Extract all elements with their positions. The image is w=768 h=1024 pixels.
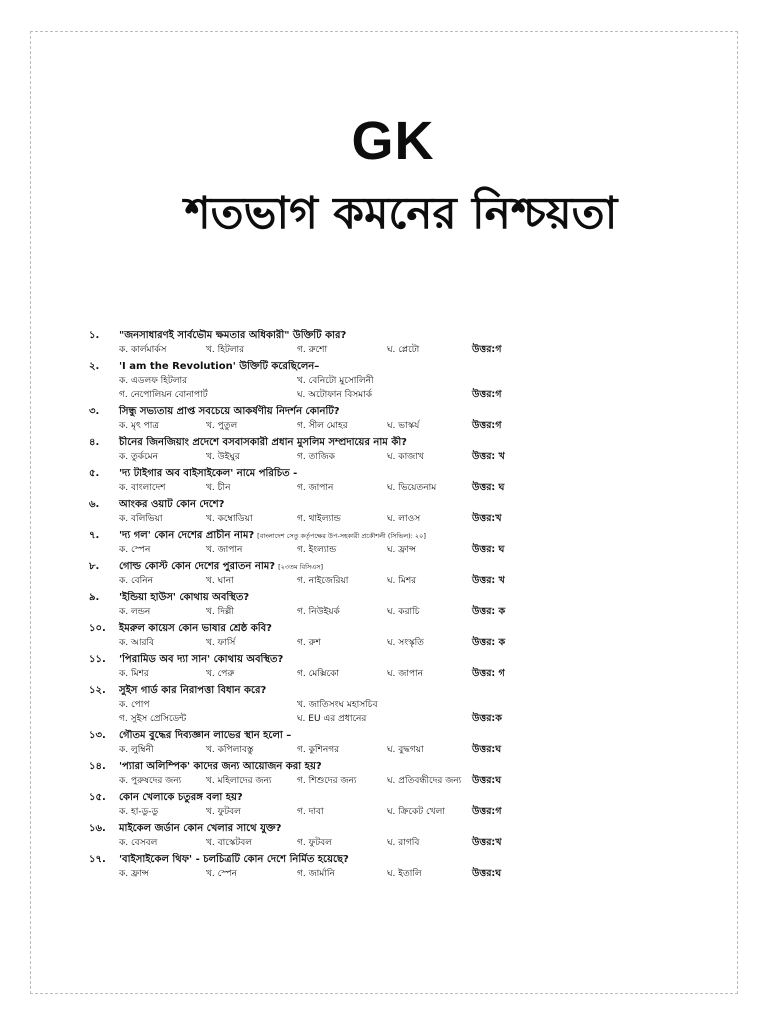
options-row — [89, 774, 689, 788]
question — [89, 436, 689, 450]
option: খ. ঘানা — [206, 576, 234, 586]
option: খ. চীন — [206, 483, 231, 493]
option: খ. ফার্সি — [206, 638, 236, 648]
question-number: ৯. — [89, 592, 100, 603]
question-text-body: ইমরুল কায়েস কোন ভাষার শ্রেষ্ঠ কবি? — [119, 623, 272, 634]
question-text-body: কোন খেলাকে চতুরঙ্গ বলা হয়? — [119, 792, 243, 803]
options-row — [89, 374, 689, 388]
question — [89, 405, 689, 419]
option: গ. মেক্সিকো — [297, 669, 339, 679]
option: ঘ. লাওস — [387, 514, 421, 524]
answer-label: উত্তর: ক — [472, 606, 506, 617]
answer-label: উত্তর:ঘ — [472, 868, 502, 879]
question-text — [119, 329, 346, 343]
options-row — [89, 867, 689, 881]
answer-label: উত্তর: ঘ — [472, 482, 505, 493]
question — [89, 591, 689, 605]
question-number: ১৭. — [89, 854, 106, 865]
question-text — [119, 467, 297, 481]
options-row — [89, 574, 689, 588]
question-text — [119, 405, 340, 419]
option: ক. কার্লমার্কস — [119, 345, 167, 355]
option: ক. বলিভিয়া — [119, 514, 163, 524]
option: গ. তাজিক — [297, 452, 335, 462]
question-text-body: 'I am the Revolution' উক্তিটি করেছিলেন– — [119, 361, 320, 372]
option: ক. স্পেন — [119, 545, 151, 555]
option: গ. শিশুদের জন্য — [297, 776, 357, 786]
question-text — [119, 498, 224, 512]
option: গ. দাবা — [297, 807, 324, 817]
option: ঘ. প্রতিবন্ধীদের জন্য — [387, 776, 462, 786]
question-number: ২. — [89, 361, 100, 372]
answer-label: উত্তর:খ — [472, 513, 502, 524]
question-number: ১২. — [89, 685, 106, 696]
options-row — [89, 605, 689, 619]
option: গ. জাপান — [297, 483, 334, 493]
question-text — [119, 760, 322, 774]
question-text-body: গোল্ড কোস্ট কোন দেশের পুরাতন নাম? — [119, 561, 276, 572]
answer-label: উত্তর: খ — [472, 451, 505, 462]
answer-label: উত্তর:গ — [472, 420, 502, 431]
question-source-note: [২৩তম বিসিএস] — [278, 563, 324, 571]
question — [89, 853, 689, 867]
question — [89, 822, 689, 836]
question — [89, 560, 689, 574]
question-text — [119, 822, 281, 836]
question — [89, 498, 689, 512]
option: ক. লন্ডন — [119, 607, 151, 617]
options-row — [89, 512, 689, 526]
question — [89, 760, 689, 774]
question-text — [119, 591, 249, 605]
option: খ. পেরু — [206, 669, 235, 679]
answer-label: উত্তর:খ — [472, 837, 502, 848]
question-text-body: সিন্ধু সভ্যতায় প্রাপ্ত সবচেয়ে আকর্ষণীয় নিদর্শন কোনটি? — [119, 406, 340, 417]
option: খ. উইঘুর — [206, 452, 240, 462]
option: গ. রুশ — [297, 638, 321, 648]
question-text — [119, 791, 243, 805]
option: গ. থাইল্যান্ড — [297, 514, 341, 524]
question-text — [119, 653, 283, 667]
question — [89, 529, 689, 543]
option: ঘ. ভাস্কর্য — [387, 421, 420, 431]
option: খ. স্পেন — [206, 869, 237, 879]
options-row — [89, 543, 689, 557]
answer-label: উত্তর: ঘ — [472, 544, 505, 555]
option: খ. দিল্লী — [206, 607, 234, 617]
question-number: ৭. — [89, 530, 100, 541]
question-text-body: 'প্যারা অলিম্পিক' কাদের জন্য আয়োজন করা হয়? — [119, 761, 322, 772]
options-row — [89, 805, 689, 819]
question — [89, 622, 689, 636]
answer-label: উত্তর:গ — [472, 806, 502, 817]
option: গ. রুশো — [297, 345, 328, 355]
answer-label: উত্তর:ঘ — [472, 744, 502, 755]
question-text — [119, 560, 323, 574]
page-subtitle: শতভাগ কমনের নিশ্চয়তা — [184, 188, 618, 239]
options-row — [89, 343, 689, 357]
answer-label: উত্তর:ক — [472, 713, 502, 724]
option: খ. জাপান — [206, 545, 243, 555]
options-row — [89, 636, 689, 650]
answer-label: উত্তর: গ — [472, 668, 505, 679]
option: ক. বেনিন — [119, 576, 153, 586]
options-row — [89, 450, 689, 464]
options-row — [89, 712, 689, 726]
question — [89, 467, 689, 481]
question-text-body: মাইকেল জর্ডান কোন খেলার সাথে যুক্ত? — [119, 823, 282, 834]
options-row — [89, 667, 689, 681]
option: ঘ. ক্রিকেট খেলা — [387, 807, 445, 817]
question-text — [119, 622, 272, 636]
question-text — [119, 684, 266, 698]
document-page — [30, 31, 738, 994]
option: ঘ. সংস্কৃতি — [387, 638, 424, 648]
option: গ. ফুটবল — [297, 838, 332, 848]
question — [89, 791, 689, 805]
question-text — [119, 853, 349, 867]
question-number: ১৪. — [89, 761, 106, 772]
question-number: ১১. — [89, 654, 106, 665]
option: খ. পুতুল — [206, 421, 238, 431]
question-number: ১. — [89, 330, 100, 341]
question-text — [119, 529, 426, 543]
question-text — [119, 360, 319, 374]
option: ঘ. ফ্রান্স — [387, 545, 417, 555]
option: ক. তুর্কমেন — [119, 452, 159, 462]
option: গ. সুইস প্রেসিডেন্ট — [119, 714, 187, 724]
option: গ. ইংল্যান্ড — [297, 545, 337, 555]
option: ঘ. অটোফান বিসমার্ক — [297, 390, 373, 400]
question-list — [89, 326, 689, 881]
question — [89, 329, 689, 343]
question-text-body: 'দ্য টাইগার অব বাইসাইকেল' নামে পরিচিত - — [119, 468, 298, 479]
option: ক. এডলফ হিটলার — [119, 376, 188, 386]
option: ঘ. রাগবি — [387, 838, 420, 848]
question-number: ৬. — [89, 499, 100, 510]
question-number: ১৫. — [89, 792, 106, 803]
options-row — [89, 836, 689, 850]
question-source-note: [বাংলাদেশ সেতু কর্তৃপক্ষের উপ-সহকারী প্রকৌশলী (সিভিল): ২০] — [257, 532, 426, 540]
question-text-body: সুইস গার্ড কার নিরাপত্তা বিধান করে? — [119, 685, 267, 696]
answer-label: উত্তর:গ — [472, 389, 502, 400]
question-text — [119, 729, 291, 743]
question — [89, 684, 689, 698]
option: ঘ. করাচি — [387, 607, 420, 617]
question — [89, 360, 689, 374]
option: খ. বাস্কেটবল — [206, 838, 252, 848]
option: খ. মহিলাদের জন্য — [206, 776, 272, 786]
option: ঘ. EU এর প্রধানের — [297, 714, 367, 724]
options-row — [89, 743, 689, 757]
question-text-body: "জনসাধারণই সার্বভৌম ক্ষমতার অধিকারী" উক্তিটি কার? — [119, 330, 347, 341]
option: খ. কম্বোডিয়া — [206, 514, 253, 524]
question-text-body: আংকর ওয়াট কোন দেশে? — [119, 499, 225, 510]
question-number: ৫. — [89, 468, 100, 479]
option: ঘ. মিশর — [387, 576, 417, 586]
answer-label: উত্তর: ক — [472, 637, 506, 648]
question-number: ৩. — [89, 406, 100, 417]
option: ক. লুম্বিনী — [119, 745, 154, 755]
option: গ. কুশিনগর — [297, 745, 340, 755]
question-text-body: গৌতম বুদ্ধের দিব্যজ্ঞান লাভের স্থান হলো – — [119, 730, 292, 741]
option: ক. বাংলাদেশ — [119, 483, 166, 493]
option: খ. কপিলাবস্তু — [206, 745, 254, 755]
question — [89, 729, 689, 743]
option: ক. মিশর — [119, 669, 149, 679]
option: খ. বেনিটো মুসোলিনী — [297, 376, 374, 386]
option: গ. সীল মোহর — [297, 421, 348, 431]
option: ঘ. বুদ্ধগয়া — [387, 745, 424, 755]
option: ক. পুরুষদের জন্য — [119, 776, 182, 786]
option: ঘ. কাজাখ — [387, 452, 424, 462]
option: খ. হিটলার — [206, 345, 245, 355]
options-row — [89, 419, 689, 433]
option: ক. আরবি — [119, 638, 155, 648]
question — [89, 653, 689, 667]
question-number: ৮. — [89, 561, 100, 572]
question-number: ১০. — [89, 623, 106, 634]
question-text-body: চীনের জিনজিয়াং প্রদেশে বসবাসকারী প্রধান মুসলিম সম্প্রদায়ের নাম কী? — [119, 437, 407, 448]
option: ক. ফ্রান্স — [119, 869, 149, 879]
question-number: ১৬. — [89, 823, 106, 834]
options-row — [89, 388, 689, 402]
question-text-body: 'দ্য গল' কোন দেশের প্রাচীন নাম? — [119, 530, 255, 541]
option: ক. পোপ — [119, 700, 150, 710]
option: গ. জার্মানি — [297, 869, 335, 879]
question-text-body: 'বাইসাইকেল থিফ' - চলচিত্রটি কোন দেশে নির্মিত হয়েছে? — [119, 854, 349, 865]
option: ক. হা-ডু-ডু — [119, 807, 159, 817]
option: ক. মৃৎ পাত্র — [119, 421, 160, 431]
question-text-body: 'পিরামিড অব দ্যা সান' কোথায় অবস্থিত? — [119, 654, 284, 665]
option: ঘ. প্লেটো — [387, 345, 420, 355]
option: গ. নাইজেরিয়া — [297, 576, 349, 586]
page-title: GK — [351, 111, 435, 171]
question-number: ১৩. — [89, 730, 106, 741]
options-row — [89, 481, 689, 495]
option: ক. বেসবল — [119, 838, 158, 848]
option: গ. নেপোলিয়ন বোনাপার্ট — [119, 390, 208, 400]
option: ঘ. ভিয়েতনাম — [387, 483, 437, 493]
answer-label: উত্তর: খ — [472, 575, 505, 586]
option: খ. ফুটবল — [206, 807, 241, 817]
option: ঘ. জাপান — [387, 669, 424, 679]
option: খ. জাতিসংঘ মহাসচিব — [297, 700, 378, 710]
options-row — [89, 698, 689, 712]
question-number: ৪. — [89, 437, 100, 448]
answer-label: উত্তর:ঘ — [472, 775, 502, 786]
question-text — [119, 436, 407, 450]
option: ঘ. ইতালি — [387, 869, 422, 879]
question-text-body: 'ইন্ডিয়া হাউস' কোথায় অবস্থিত? — [119, 592, 250, 603]
answer-label: উত্তর:গ — [472, 344, 502, 355]
option: গ. নিউইয়র্ক — [297, 607, 340, 617]
